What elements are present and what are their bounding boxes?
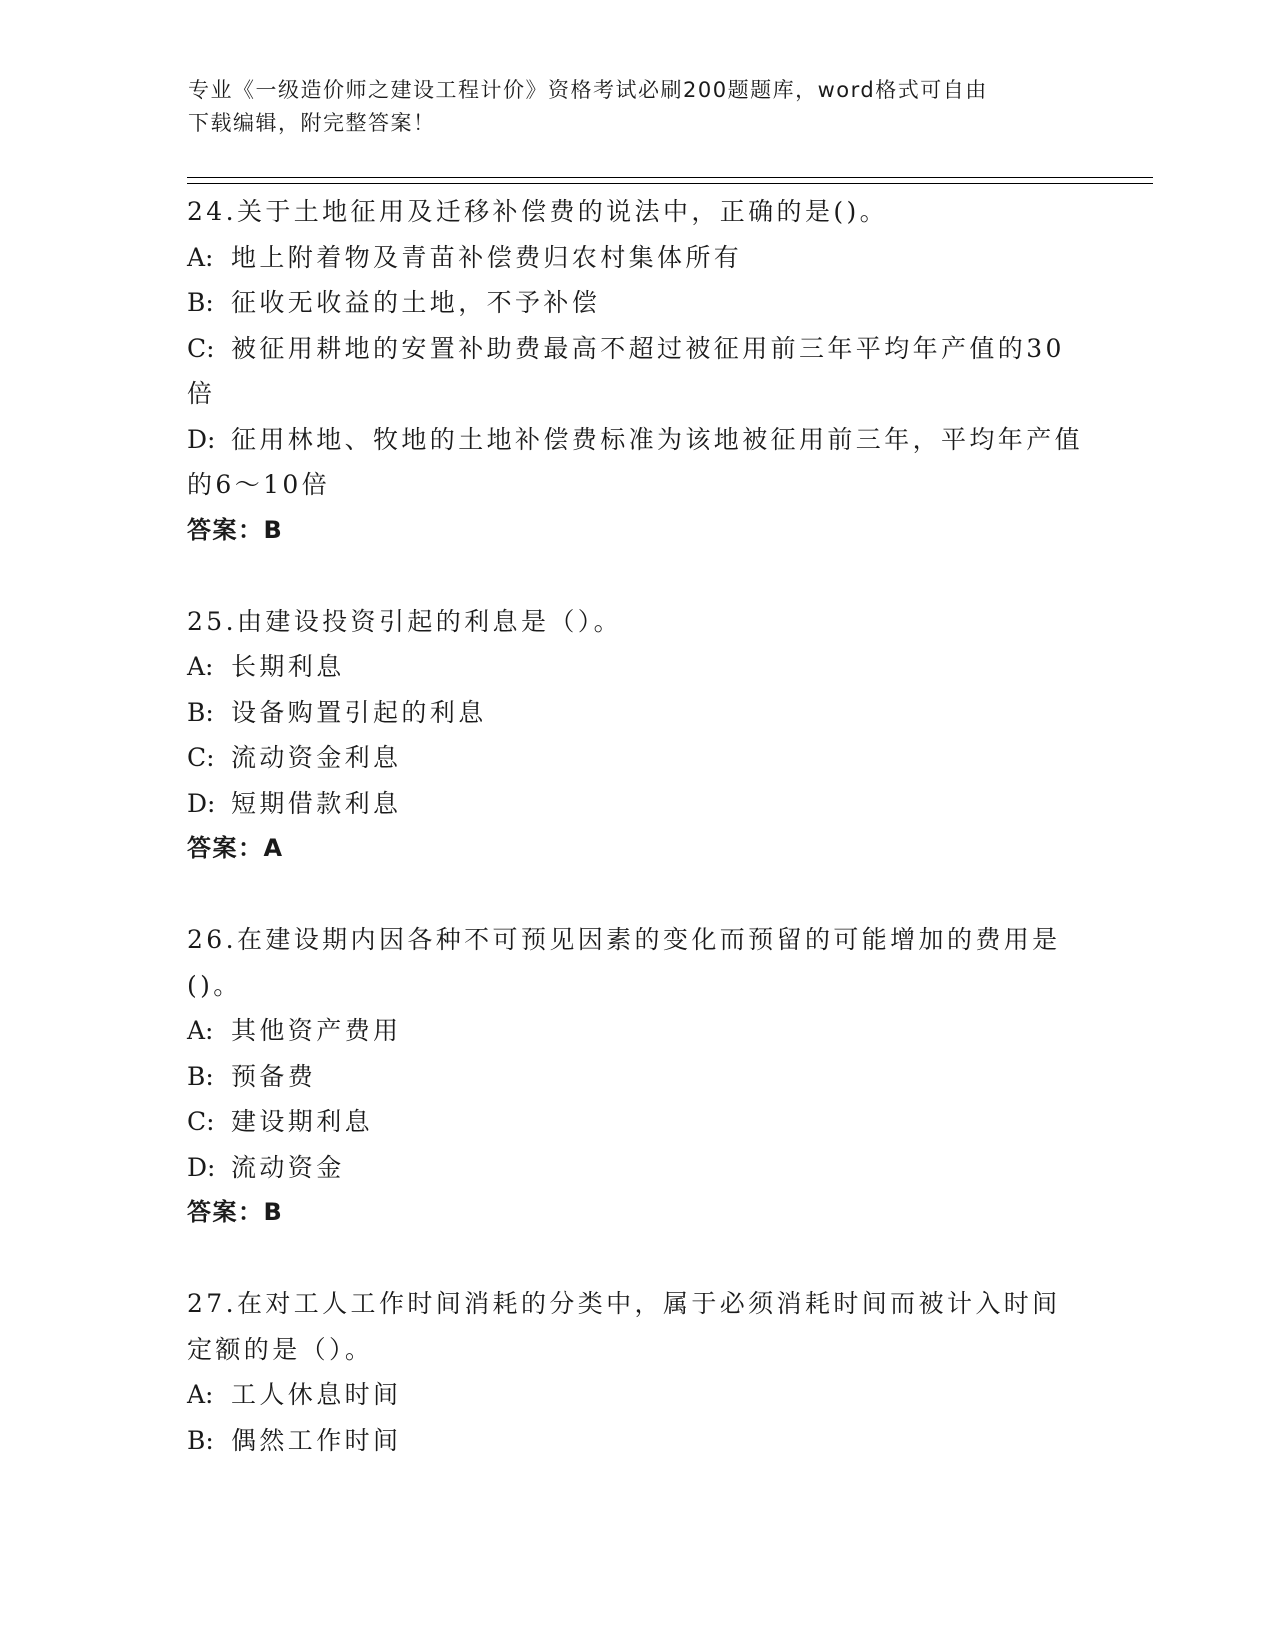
- option-letter: C:: [187, 1107, 215, 1136]
- option-c: [187, 1099, 1087, 1145]
- option-text: 建设期利息: [231, 1107, 374, 1136]
- option-text: 征收无收益的土地，不予补偿: [231, 288, 601, 317]
- option-text: 预备费: [231, 1061, 317, 1091]
- option-letter: A:: [187, 1380, 214, 1409]
- option-c: [187, 326, 1087, 417]
- option-b: [187, 690, 1087, 736]
- option-letter: B:: [187, 697, 214, 727]
- question-list: [187, 189, 1087, 1463]
- header-rule-bottom: [187, 183, 1153, 184]
- option-text: 被征用耕地的安置补助费最高不超过被征用前三年平均年产值的30倍: [187, 333, 1065, 408]
- question-stem: 25.由建设投资引起的利息是（）。: [187, 606, 623, 636]
- option-letter: B:: [187, 1425, 214, 1455]
- header-line-2: 下载编辑，附完整答案！: [188, 111, 436, 135]
- option-letter: D:: [187, 788, 216, 818]
- option-letter: C:: [187, 333, 215, 363]
- document-header: [188, 74, 1088, 140]
- question-27: [187, 1281, 1087, 1463]
- option-text: 短期借款利息: [231, 788, 402, 818]
- option-b: [187, 1054, 1087, 1100]
- option-letter: B:: [187, 288, 214, 317]
- question-25: [187, 599, 1087, 872]
- header-line-1: 专业《一级造价师之建设工程计价》资格考试必刷200题题库，word格式可自由: [188, 78, 988, 102]
- option-text: 其他资产费用: [231, 1016, 402, 1045]
- question-stem: 26.在建设期内因各种不可预见因素的变化而预留的可能增加的费用是()。: [187, 925, 1061, 1000]
- option-a: [187, 235, 1087, 281]
- option-text: 偶然工作时间: [231, 1425, 402, 1455]
- question-26: [187, 917, 1087, 1236]
- option-letter: B:: [187, 1061, 214, 1091]
- option-d: [187, 781, 1087, 827]
- option-text: 流动资金利息: [231, 743, 402, 772]
- option-text: 设备购置引起的利息: [231, 697, 487, 727]
- option-letter: D:: [187, 1152, 216, 1182]
- option-a: [187, 644, 1087, 690]
- option-a: [187, 1372, 1087, 1418]
- answer-label: 答案：B: [187, 1198, 284, 1226]
- option-d: [187, 417, 1087, 508]
- answer-label: 答案：B: [187, 515, 284, 544]
- option-c: [187, 735, 1087, 781]
- option-text: 地上附着物及青苗补偿费归农村集体所有: [231, 242, 743, 272]
- option-text: 工人休息时间: [231, 1380, 402, 1409]
- option-letter: A:: [187, 242, 214, 272]
- option-letter: A:: [187, 1016, 214, 1045]
- question-24: [187, 189, 1087, 553]
- option-letter: A:: [187, 652, 214, 681]
- option-b: [187, 1418, 1087, 1464]
- question-stem: 24.关于土地征用及迁移补偿费的说法中，正确的是()。: [187, 197, 889, 226]
- option-a: [187, 1008, 1087, 1054]
- option-d: [187, 1145, 1087, 1191]
- option-text: 流动资金: [231, 1152, 345, 1182]
- option-letter: C:: [187, 743, 215, 772]
- option-text: 征用林地、牧地的土地补偿费标准为该地被征用前三年，平均年产值的6～10倍: [187, 424, 1084, 499]
- answer-label: 答案：A: [187, 834, 284, 862]
- option-text: 长期利息: [231, 652, 345, 681]
- question-stem: 27.在对工人工作时间消耗的分类中，属于必须消耗时间而被计入时间定额的是（）。: [187, 1289, 1061, 1364]
- header-rule-top: [187, 177, 1153, 178]
- option-b: [187, 280, 1087, 326]
- option-letter: D:: [187, 424, 216, 454]
